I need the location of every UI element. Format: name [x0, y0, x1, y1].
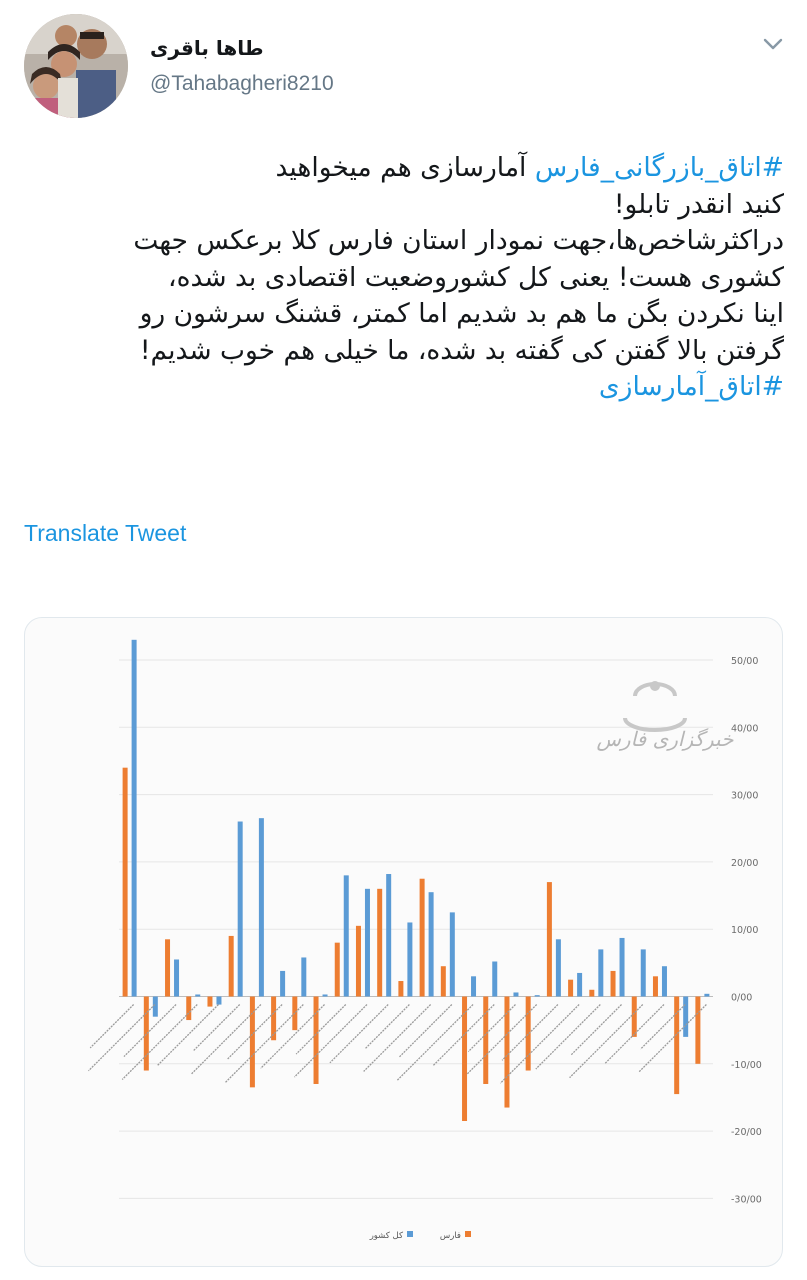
- tweet-text-line: [24, 150, 784, 187]
- bar-country: [259, 818, 264, 996]
- bar-fars: [526, 997, 531, 1071]
- bar-fars: [186, 997, 191, 1021]
- bar-fars: [165, 939, 170, 996]
- bar-country: [344, 875, 349, 996]
- bar-fars: [611, 971, 616, 997]
- bar-country: [323, 994, 328, 996]
- y-tick-label: -30/00: [731, 1194, 762, 1206]
- hashtag-link[interactable]: #اتاق_آمارسازی: [598, 371, 784, 402]
- legend-swatch: [465, 1231, 471, 1237]
- bar-country: [216, 997, 221, 1005]
- tweet-text-segment: گرفتن بالا گفتن کی گفته بد شده، ما خیلی هم خوب شدیم!: [139, 334, 784, 366]
- translate-tweet-link[interactable]: Translate Tweet: [24, 520, 187, 546]
- bar-country: [153, 997, 158, 1017]
- avatar-photo: [24, 14, 128, 118]
- bar-country: [301, 957, 306, 996]
- legend-label: فارس: [439, 1231, 461, 1241]
- x-category-label: [500, 1005, 579, 1084]
- bar-country: [662, 966, 667, 996]
- bar-country: [238, 822, 243, 997]
- bar-fars: [123, 768, 128, 997]
- bar-country: [280, 971, 285, 997]
- tweet-text: [24, 150, 784, 406]
- chart-legend: [369, 1231, 471, 1241]
- bar-country: [471, 976, 476, 996]
- y-tick-label: -20/00: [731, 1127, 762, 1139]
- tweet-text-line: [24, 223, 784, 260]
- legend-label: کل کشور: [369, 1231, 403, 1241]
- bar-country: [598, 949, 603, 996]
- bar-country: [195, 994, 200, 996]
- tweet-text-segment: اینا نکردن بگن ما هم بد شدیم اما کمتر، قشنگ سرشون رو: [139, 298, 784, 329]
- bar-fars: [377, 889, 382, 997]
- x-category-label: [397, 1005, 473, 1081]
- tweet-text-line: [24, 296, 784, 333]
- x-axis-labels: [88, 1005, 706, 1084]
- bar-fars: [229, 936, 234, 997]
- bar-country: [641, 949, 646, 996]
- tweet-media-image[interactable]: [24, 617, 783, 1267]
- bar-fars: [250, 997, 255, 1088]
- x-category-label: [225, 1005, 303, 1083]
- tweet-text-segment: کنید انقدر تابلو!: [613, 188, 784, 220]
- bar-fars: [589, 990, 594, 997]
- author-name[interactable]: طاها باقری: [150, 36, 264, 60]
- x-category-label: [365, 1005, 409, 1049]
- x-category-label: [90, 1005, 133, 1048]
- bar-fars: [695, 997, 700, 1064]
- bar-country: [429, 892, 434, 996]
- y-axis-ticks: [731, 656, 762, 1205]
- tweet-text-segment: دراکثرشاخص‌ها،جهت نمودار استان فارس کلا برعکس جهت: [133, 225, 784, 256]
- tweet-text-segment: آمارسازی هم میخواهید: [275, 152, 535, 183]
- bar-fars: [271, 997, 276, 1041]
- tweet-text-line: [24, 369, 784, 406]
- bar-fars: [653, 976, 658, 996]
- tweet-header: [0, 0, 807, 130]
- author-avatar[interactable]: [24, 14, 128, 118]
- tweet-text-line: [24, 260, 784, 297]
- bar-country: [683, 997, 688, 1037]
- x-category-label: [570, 1005, 643, 1078]
- bar-fars: [356, 926, 361, 997]
- x-category-label: [294, 1005, 367, 1078]
- bar-fars: [398, 981, 403, 996]
- tweet-text-segment: کشوری هست! یعنی کل کشوروضعیت اقتصادی بد شده،: [168, 261, 784, 293]
- bar-fars: [462, 997, 467, 1122]
- bar-country: [386, 874, 391, 996]
- watermark-logo: [597, 681, 735, 751]
- x-category-label: [193, 1005, 240, 1052]
- x-category-label: [122, 1005, 197, 1080]
- bar-fars: [420, 879, 425, 997]
- y-tick-label: 40/00: [731, 723, 759, 735]
- y-tick-label: 0/00: [731, 992, 753, 1004]
- bar-fars: [207, 997, 212, 1007]
- bar-country: [513, 992, 518, 996]
- watermark-text: خبرگزاری فارس: [596, 727, 734, 751]
- x-category-label: [296, 1005, 346, 1055]
- y-tick-label: -10/00: [731, 1059, 762, 1071]
- bar-fars: [441, 966, 446, 996]
- bar-fars: [547, 882, 552, 996]
- bar-country: [132, 640, 137, 997]
- tweet-text-line: [24, 187, 784, 224]
- x-category-label: [571, 1005, 621, 1055]
- bar-fars: [314, 997, 319, 1084]
- chevron-down-icon[interactable]: [761, 34, 785, 54]
- bar-country: [407, 922, 412, 996]
- chart-bars: [123, 640, 710, 1121]
- bar-fars: [483, 997, 488, 1084]
- x-category-label: [399, 1005, 452, 1058]
- y-tick-label: 20/00: [731, 857, 759, 869]
- bar-fars: [632, 997, 637, 1037]
- bar-country: [450, 912, 455, 996]
- bar-fars: [144, 997, 149, 1071]
- bar-country: [577, 973, 582, 997]
- bar-country: [535, 995, 540, 996]
- bar-chart: [25, 618, 783, 1267]
- bar-fars: [568, 980, 573, 997]
- bar-country: [556, 939, 561, 996]
- bar-country: [174, 959, 179, 996]
- bar-country: [704, 994, 709, 997]
- x-category-label: [364, 1005, 431, 1072]
- author-handle[interactable]: @Tahabagheri8210: [150, 72, 334, 95]
- y-tick-label: 10/00: [731, 925, 759, 937]
- hashtag-link[interactable]: #اتاق_بازرگانی_فارس: [534, 152, 784, 183]
- legend-swatch: [407, 1231, 413, 1237]
- y-tick-label: 30/00: [731, 790, 759, 802]
- x-category-label: [124, 1005, 176, 1057]
- bar-country: [492, 962, 497, 997]
- x-category-label: [536, 1005, 600, 1069]
- bar-country: [620, 938, 625, 997]
- bar-country: [365, 889, 370, 997]
- tweet-text-line: [24, 333, 784, 370]
- bar-fars: [335, 943, 340, 997]
- y-tick-label: 50/00: [731, 656, 759, 667]
